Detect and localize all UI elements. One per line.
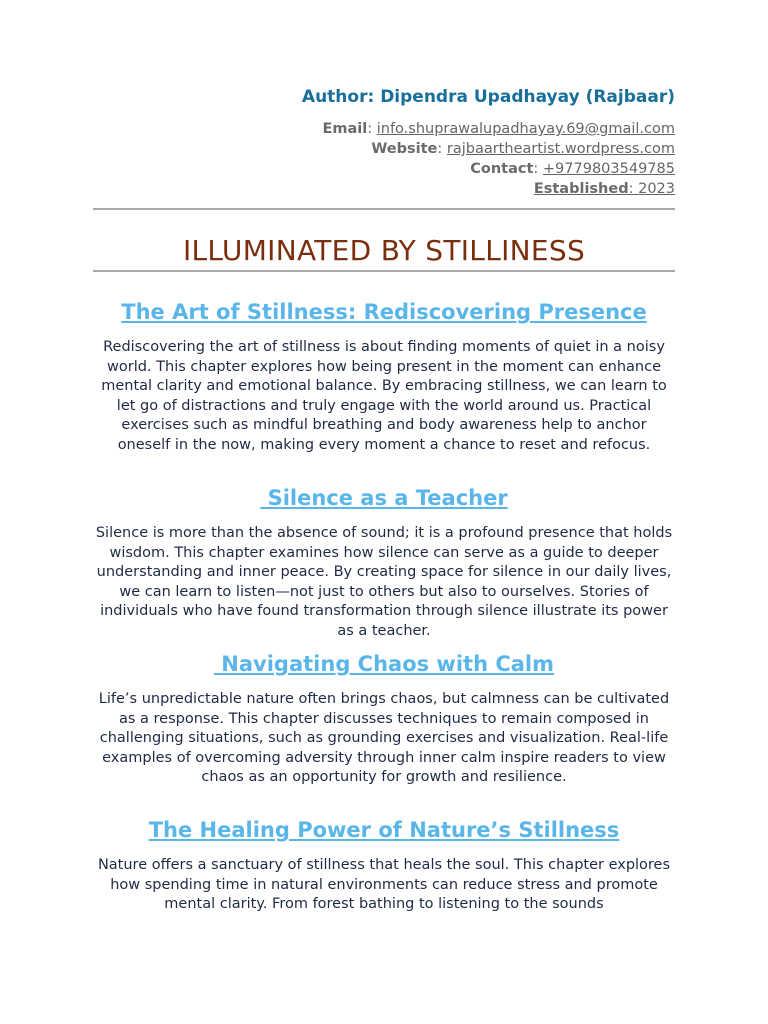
- contact-link[interactable]: +9779803549785: [542, 161, 675, 177]
- email-link[interactable]: info.shuprawalupadhayay.69@gmail.com: [376, 121, 675, 137]
- established-value: 2023: [638, 181, 675, 197]
- section-body: Nature offers a sanctuary of stillness that heals the soul. This chapter explores how spending time in natural environments can reduce stress and promote mental clarity. From forest bathing to listening to the sounds: [97, 857, 671, 912]
- website-label: Website: [371, 141, 438, 157]
- website-line: Website: rajbaartheartist.wordpress.com: [371, 141, 675, 157]
- section-body: Rediscovering the art of stillness is about finding moments of quiet in a noisy world. This chapter explores how being present in the moment can enhance mental clarity and emotional balance. By embracing stillness, we can learn to let go of distractions and truly engage with the world around us. Practical exercises such as mindful breathing and body awareness help to anchor oneself in the now, making every moment a chance to reset and refocus.: [101, 339, 667, 453]
- author-line: Author: Dipendra Upadhayay (Rajbaar): [301, 87, 675, 107]
- divider-title: [93, 270, 675, 272]
- email-line: Email: info.shuprawalupadhayay.69@gmail.com: [322, 121, 675, 137]
- section-heading[interactable]: Silence as a Teacher: [260, 486, 508, 510]
- divider-top: [93, 208, 675, 210]
- established-label: Established: [533, 181, 629, 197]
- section-heading[interactable]: The Healing Power of Nature’s Stillness: [148, 818, 620, 842]
- contact-label: Contact: [470, 161, 534, 177]
- section-body: Silence is more than the absence of sound; it is a profound presence that holds wisdom. This chapter examines how silence can serve as a guide to deeper understanding and inner peace. By creating space for silence in our daily lives, we can learn to listen—not just to others but also to ourselves. Stories of individuals who have found transformation through silence illustrate its power as a teacher.: [95, 525, 673, 639]
- document-title: ILLUMINATED BY STILLINESS: [182, 234, 586, 267]
- established-line: Established: 2023: [533, 181, 675, 197]
- contact-line: Contact: +9779803549785: [470, 161, 675, 177]
- email-label: Email: [322, 121, 368, 137]
- contact-info: [322, 119, 675, 199]
- section-heading[interactable]: Navigating Chaos with Calm: [213, 652, 554, 676]
- section-body: Life’s unpredictable nature often brings chaos, but calmness can be cultivated as a response. This chapter discusses techniques to remain composed in challenging situations, such as grounding exercises and visualization. Real-life examples of overcoming adversity through inner calm inspire readers to view chaos as an opportunity for growth and resilience.: [98, 691, 670, 785]
- website-link[interactable]: rajbaartheartist.wordpress.com: [446, 141, 675, 157]
- section-heading[interactable]: The Art of Stillness: Rediscovering Presence: [121, 300, 647, 324]
